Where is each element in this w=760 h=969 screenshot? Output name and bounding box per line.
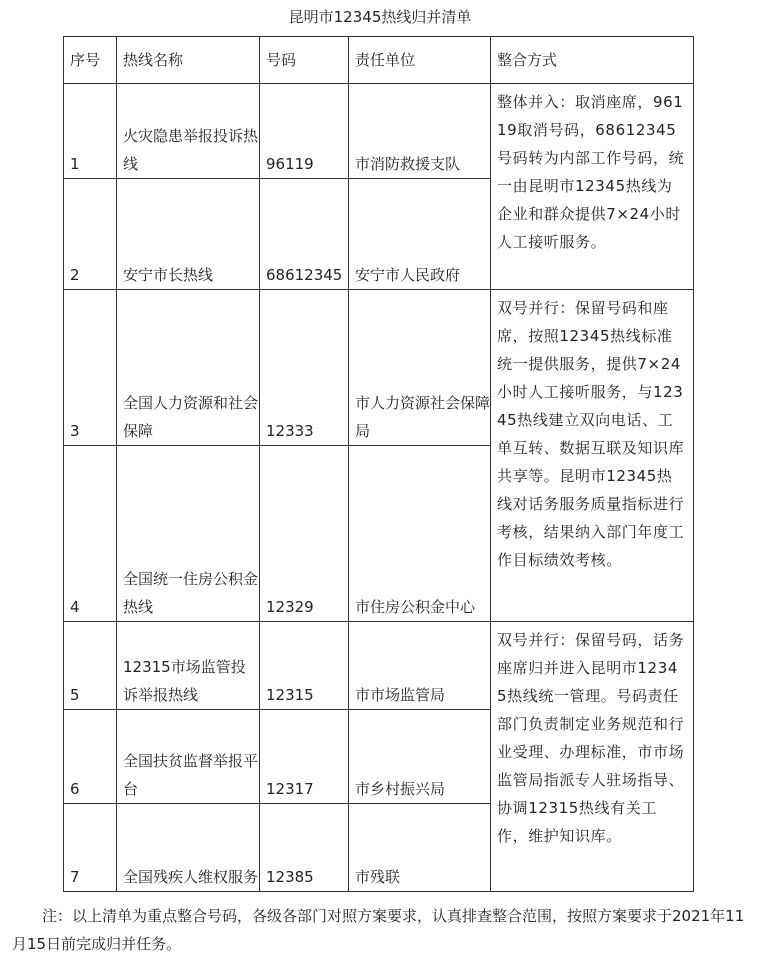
row-index: 5: [64, 622, 117, 710]
row-index: 1: [64, 84, 117, 179]
row-number: 96119: [260, 84, 349, 179]
hotline-table: [63, 36, 694, 892]
page-title: 昆明市12345热线归并清单: [288, 8, 472, 26]
row-index: 4: [64, 446, 117, 622]
row-number: 12329: [260, 446, 349, 622]
row-unit: 市残联: [349, 804, 491, 892]
row-number: 12315: [260, 622, 349, 710]
row-index: 2: [64, 179, 117, 290]
header-responsible-unit: 责任单位: [349, 37, 491, 84]
header-number: 号码: [260, 37, 349, 84]
row-number: 12385: [260, 804, 349, 892]
table-header-row: [64, 37, 694, 84]
row-hotline-name: 火灾隐患举报投诉热线: [117, 84, 260, 179]
header-integration-method: 整合方式: [491, 37, 694, 84]
table-row: [64, 622, 694, 710]
row-number: 68612345: [260, 179, 349, 290]
row-index: 3: [64, 290, 117, 446]
header-hotline-name: 热线名称: [117, 37, 260, 84]
table-row: [64, 84, 694, 179]
row-index: 6: [64, 710, 117, 804]
header-index: 序号: [64, 37, 117, 84]
footnote: 注：以上清单为重点整合号码，各级各部门对照方案要求，认真排查整合范围，按照方案要求于2021年11月15日前完成归并任务。: [12, 907, 745, 953]
row-hotline-name: 全国扶贫监督举报平台: [117, 710, 260, 804]
row-unit: 市市场监管局: [349, 622, 491, 710]
row-hotline-name: 全国残疾人维权服务: [117, 804, 260, 892]
row-unit: 市人力资源社会保障局: [349, 290, 491, 446]
integration-method-cell: 整体并入：取消座席，96119取消号码，68612345号码转为内部工作号码，统一由昆明市12345热线为企业和群众提供7×24小时人工接听服务。: [491, 84, 694, 290]
row-index: 7: [64, 804, 117, 892]
row-number: 12333: [260, 290, 349, 446]
integration-method-cell: 双号并行：保留号码，话务座席归并进入昆明市12345热线统一管理。号码责任部门负责制定业务规范和行业受理、办理标准，市市场监管局指派专人驻场指导、协调12315热线有关工作，维护知识库。: [491, 622, 694, 892]
row-unit: 市乡村振兴局: [349, 710, 491, 804]
row-hotline-name: 全国人力资源和社会保障: [117, 290, 260, 446]
row-hotline-name: 安宁市长热线: [117, 179, 260, 290]
row-unit: 市消防救援支队: [349, 84, 491, 179]
integration-method-cell: 双号并行：保留号码和座席，按照12345热线标准统一提供服务，提供7×24小时人工接听服务，与12345热线建立双向电话、工单互转、数据互联及知识库共享等。昆明市12345热线对话务服务质量指标进行考核，结果纳入部门年度工作目标绩效考核。: [491, 290, 694, 622]
row-unit: 安宁市人民政府: [349, 179, 491, 290]
row-unit: 市住房公积金中心: [349, 446, 491, 622]
row-number: 12317: [260, 710, 349, 804]
row-hotline-name: 全国统一住房公积金热线: [117, 446, 260, 622]
table-row: [64, 290, 694, 446]
row-hotline-name: 12315市场监管投诉举报热线: [117, 622, 260, 710]
